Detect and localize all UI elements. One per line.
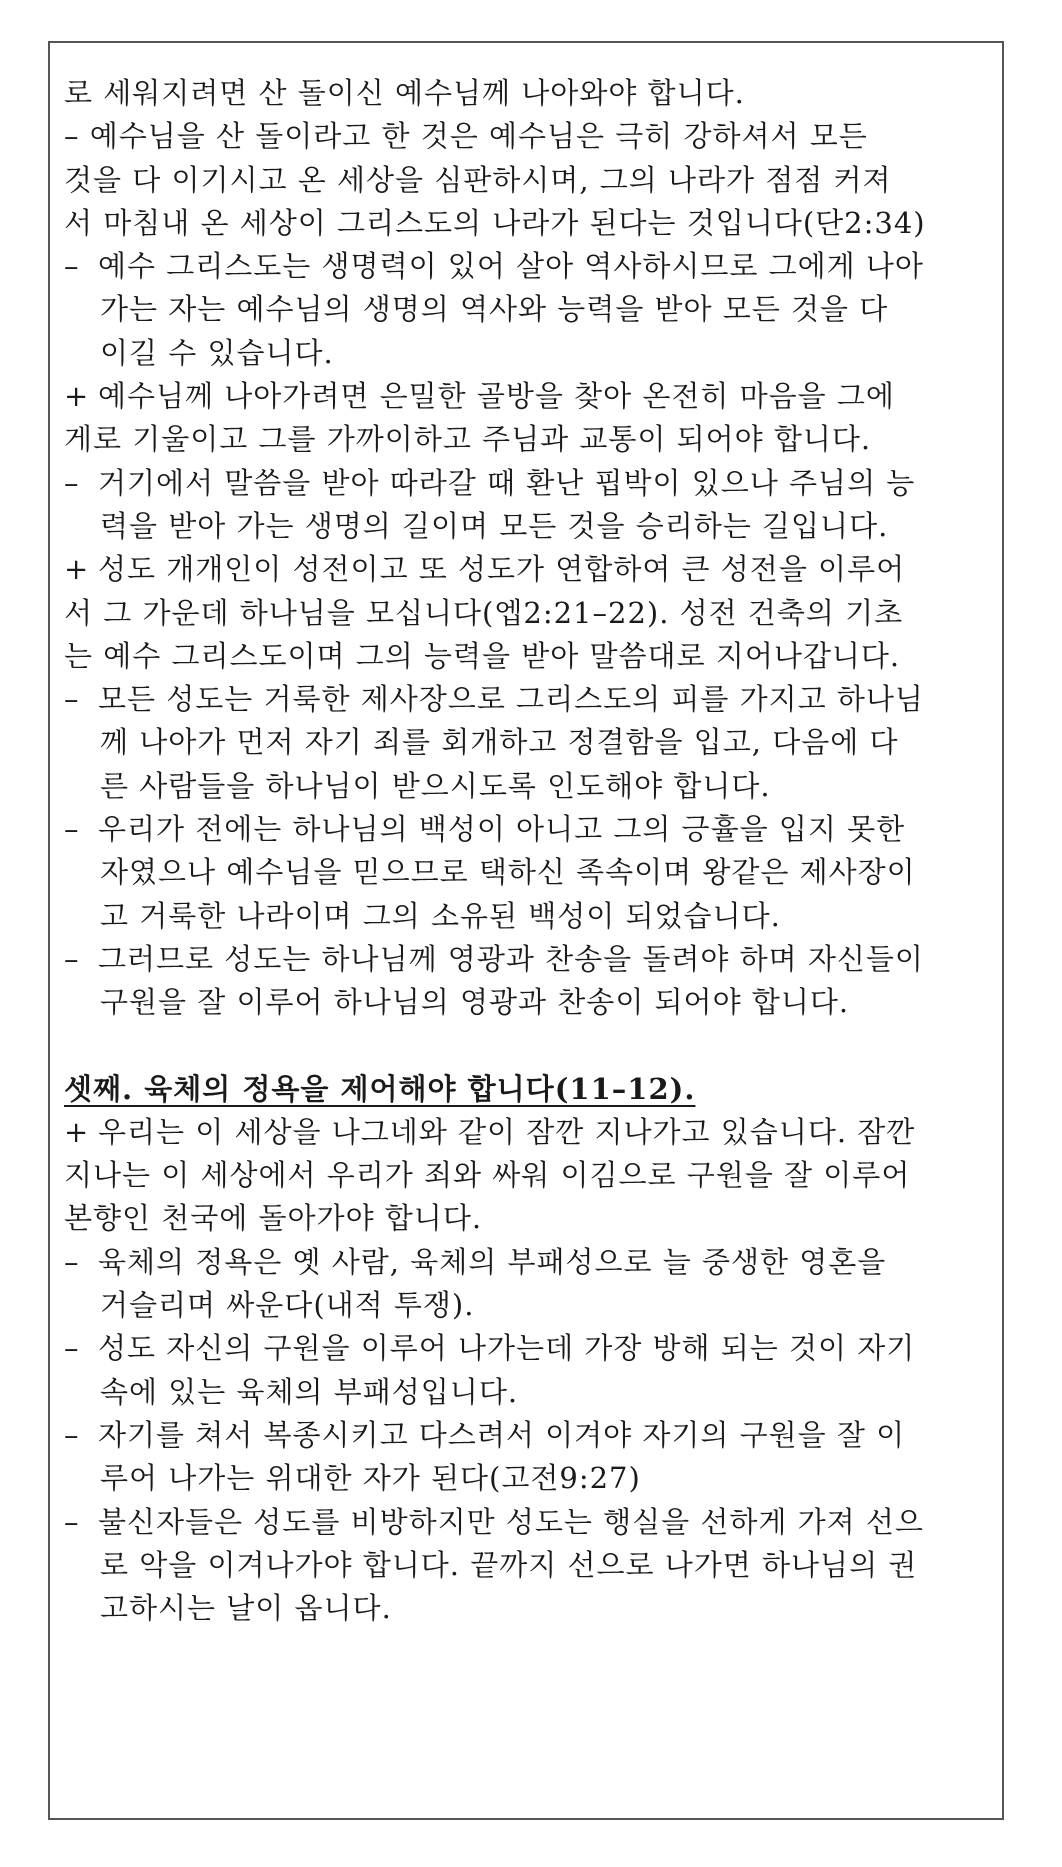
line-text: 루어 나가는 위대한 자가 된다(고전9:27): [100, 1461, 641, 1496]
text-line: [64, 1544, 984, 1587]
text-line: [64, 808, 984, 851]
bullet-marker: –: [64, 1244, 80, 1279]
document-body: [64, 72, 984, 1630]
text-line: [64, 1587, 984, 1630]
line-text: 게로 기울이고 그를 가까이하고 주님과 교통이 되어야 합니다.: [64, 422, 872, 457]
text-line: [64, 1284, 984, 1327]
text-line: [64, 548, 984, 591]
line-text: 것을 다 이기시고 온 세상을 심판하시며, 그의 나라가 점점 커져: [64, 162, 892, 197]
line-text: 본향인 천국에 돌아가야 합니다.: [64, 1201, 483, 1236]
text-line: [64, 981, 984, 1024]
line-text: 자기를 쳐서 복종시키고 다스려서 이겨야 자기의 구원을 잘 이: [98, 1417, 906, 1452]
line-text: 거슬리며 싸운다(내적 투쟁).: [100, 1288, 475, 1323]
bullet-marker: –: [64, 941, 80, 976]
text-line: [64, 635, 984, 678]
line-text: 고 거룩한 나라이며 그의 소유된 백성이 되었습니다.: [100, 898, 781, 933]
text-line: [64, 895, 984, 938]
line-text: 른 사람들을 하나님이 받으시도록 인도해야 합니다.: [100, 768, 771, 803]
line-text: 가는 자는 예수님의 생명의 역사와 능력을 받아 모든 것을 다: [100, 292, 889, 327]
line-text: 는 예수 그리스도이며 그의 능력을 받아 말씀대로 지어나갑니다.: [64, 638, 901, 673]
text-line: [64, 462, 984, 505]
bullet-marker: –: [64, 812, 80, 847]
line-text: 그러므로 성도는 하나님께 영광과 찬송을 돌려야 하며 자신들이: [98, 941, 924, 976]
text-line: [64, 1111, 984, 1154]
section-heading: 셋째. 육체의 정욕을 제어해야 합니다(11–12).: [64, 1071, 696, 1106]
text-line: [64, 851, 984, 894]
text-line: [64, 1501, 984, 1544]
line-text: – 예수님을 산 돌이라고 한 것은 예수님은 극히 강하셔서 모든: [64, 119, 868, 154]
text-line: [64, 1371, 984, 1414]
line-text: 거기에서 말씀을 받아 따라갈 때 환난 핍박이 있으나 주님의 능: [98, 465, 916, 500]
text-line: [64, 938, 984, 981]
line-text: 서 마침내 온 세상이 그리스도의 나라가 된다는 것입니다(단2:34): [64, 205, 926, 240]
bullet-marker: –: [64, 1504, 80, 1539]
text-line: [64, 72, 984, 115]
line-text: 력을 받아 가는 생명의 길이며 모든 것을 승리하는 길입니다.: [100, 508, 889, 543]
text-line: [64, 678, 984, 721]
bullet-marker: –: [64, 465, 80, 500]
text-line: [64, 288, 984, 331]
text-line: [64, 721, 984, 764]
text-line: [64, 245, 984, 288]
text-line: [64, 1241, 984, 1284]
bullet-marker: –: [64, 682, 80, 717]
line-text: 속에 있는 육체의 부패성입니다.: [100, 1374, 519, 1409]
text-line: [64, 375, 984, 418]
text-line: [64, 1457, 984, 1500]
line-text: 자였으나 예수님을 믿으므로 택하신 족속이며 왕같은 제사장이: [100, 855, 916, 890]
line-text: 우리는 이 세상을 나그네와 같이 잠깐 지나가고 있습니다. 잠깐: [98, 1114, 916, 1149]
bullet-marker: +: [64, 552, 90, 587]
text-line: [64, 765, 984, 808]
text-line: [64, 592, 984, 635]
text-line: [64, 202, 984, 245]
line-text: 고하시는 날이 옵니다.: [100, 1591, 392, 1626]
line-text: 우리가 전에는 하나님의 백성이 아니고 그의 긍휼을 입지 못한: [98, 812, 906, 847]
bullet-marker: –: [64, 1331, 80, 1366]
line-text: 육체의 정욕은 옛 사람, 육체의 부패성으로 늘 중생한 영혼을: [98, 1244, 887, 1279]
line-text: 모든 성도는 거룩한 제사장으로 그리스도의 피를 가지고 하나님: [98, 682, 924, 717]
section-spacer: [64, 1025, 984, 1068]
line-text: 서 그 가운데 하나님을 모십니다(엡2:21–22). 성전 건축의 기초: [64, 595, 904, 630]
line-text: 예수님께 나아가려면 은밀한 골방을 찾아 온전히 마음을 그에: [98, 379, 895, 414]
paragraph-block-1: [64, 72, 984, 1025]
line-text: 구원을 잘 이루어 하나님의 영광과 찬송이 되어야 합니다.: [100, 985, 850, 1020]
line-text: 로 세워지려면 산 돌이신 예수님께 나아와야 합니다.: [64, 76, 745, 110]
line-text: 불신자들은 성도를 비방하지만 성도는 행실을 선하게 가져 선으: [98, 1504, 924, 1539]
bullet-marker: –: [64, 249, 80, 284]
bullet-marker: +: [64, 379, 90, 414]
text-line: [64, 1154, 984, 1197]
bullet-marker: –: [64, 1417, 80, 1452]
line-text: 성도 자신의 구원을 이루어 나가는데 가장 방해 되는 것이 자기: [98, 1331, 916, 1366]
text-line: [64, 505, 984, 548]
bullet-marker: +: [64, 1114, 90, 1149]
text-line: [64, 1414, 984, 1457]
line-text: 성도 개개인이 성전이고 또 성도가 연합하여 큰 성전을 이루어: [98, 552, 906, 587]
text-line: [64, 332, 984, 375]
paragraph-block-2: [64, 1111, 984, 1631]
text-line: [64, 159, 984, 202]
line-text: 께 나아가 먼저 자기 죄를 회개하고 정결함을 입고, 다음에 다: [100, 725, 899, 760]
line-text: 로 악을 이겨나가야 합니다. 끝까지 선으로 나가면 하나님의 권: [100, 1547, 918, 1582]
line-text: 이길 수 있습니다.: [100, 335, 334, 370]
text-line: [64, 1327, 984, 1370]
line-text: 예수 그리스도는 생명력이 있어 살아 역사하시므로 그에게 나아: [98, 249, 924, 284]
text-line: [64, 115, 984, 158]
line-text: 지나는 이 세상에서 우리가 죄와 싸워 이김으로 구원을 잘 이루어: [64, 1158, 911, 1193]
text-line: [64, 418, 984, 461]
text-line: [64, 1197, 984, 1240]
